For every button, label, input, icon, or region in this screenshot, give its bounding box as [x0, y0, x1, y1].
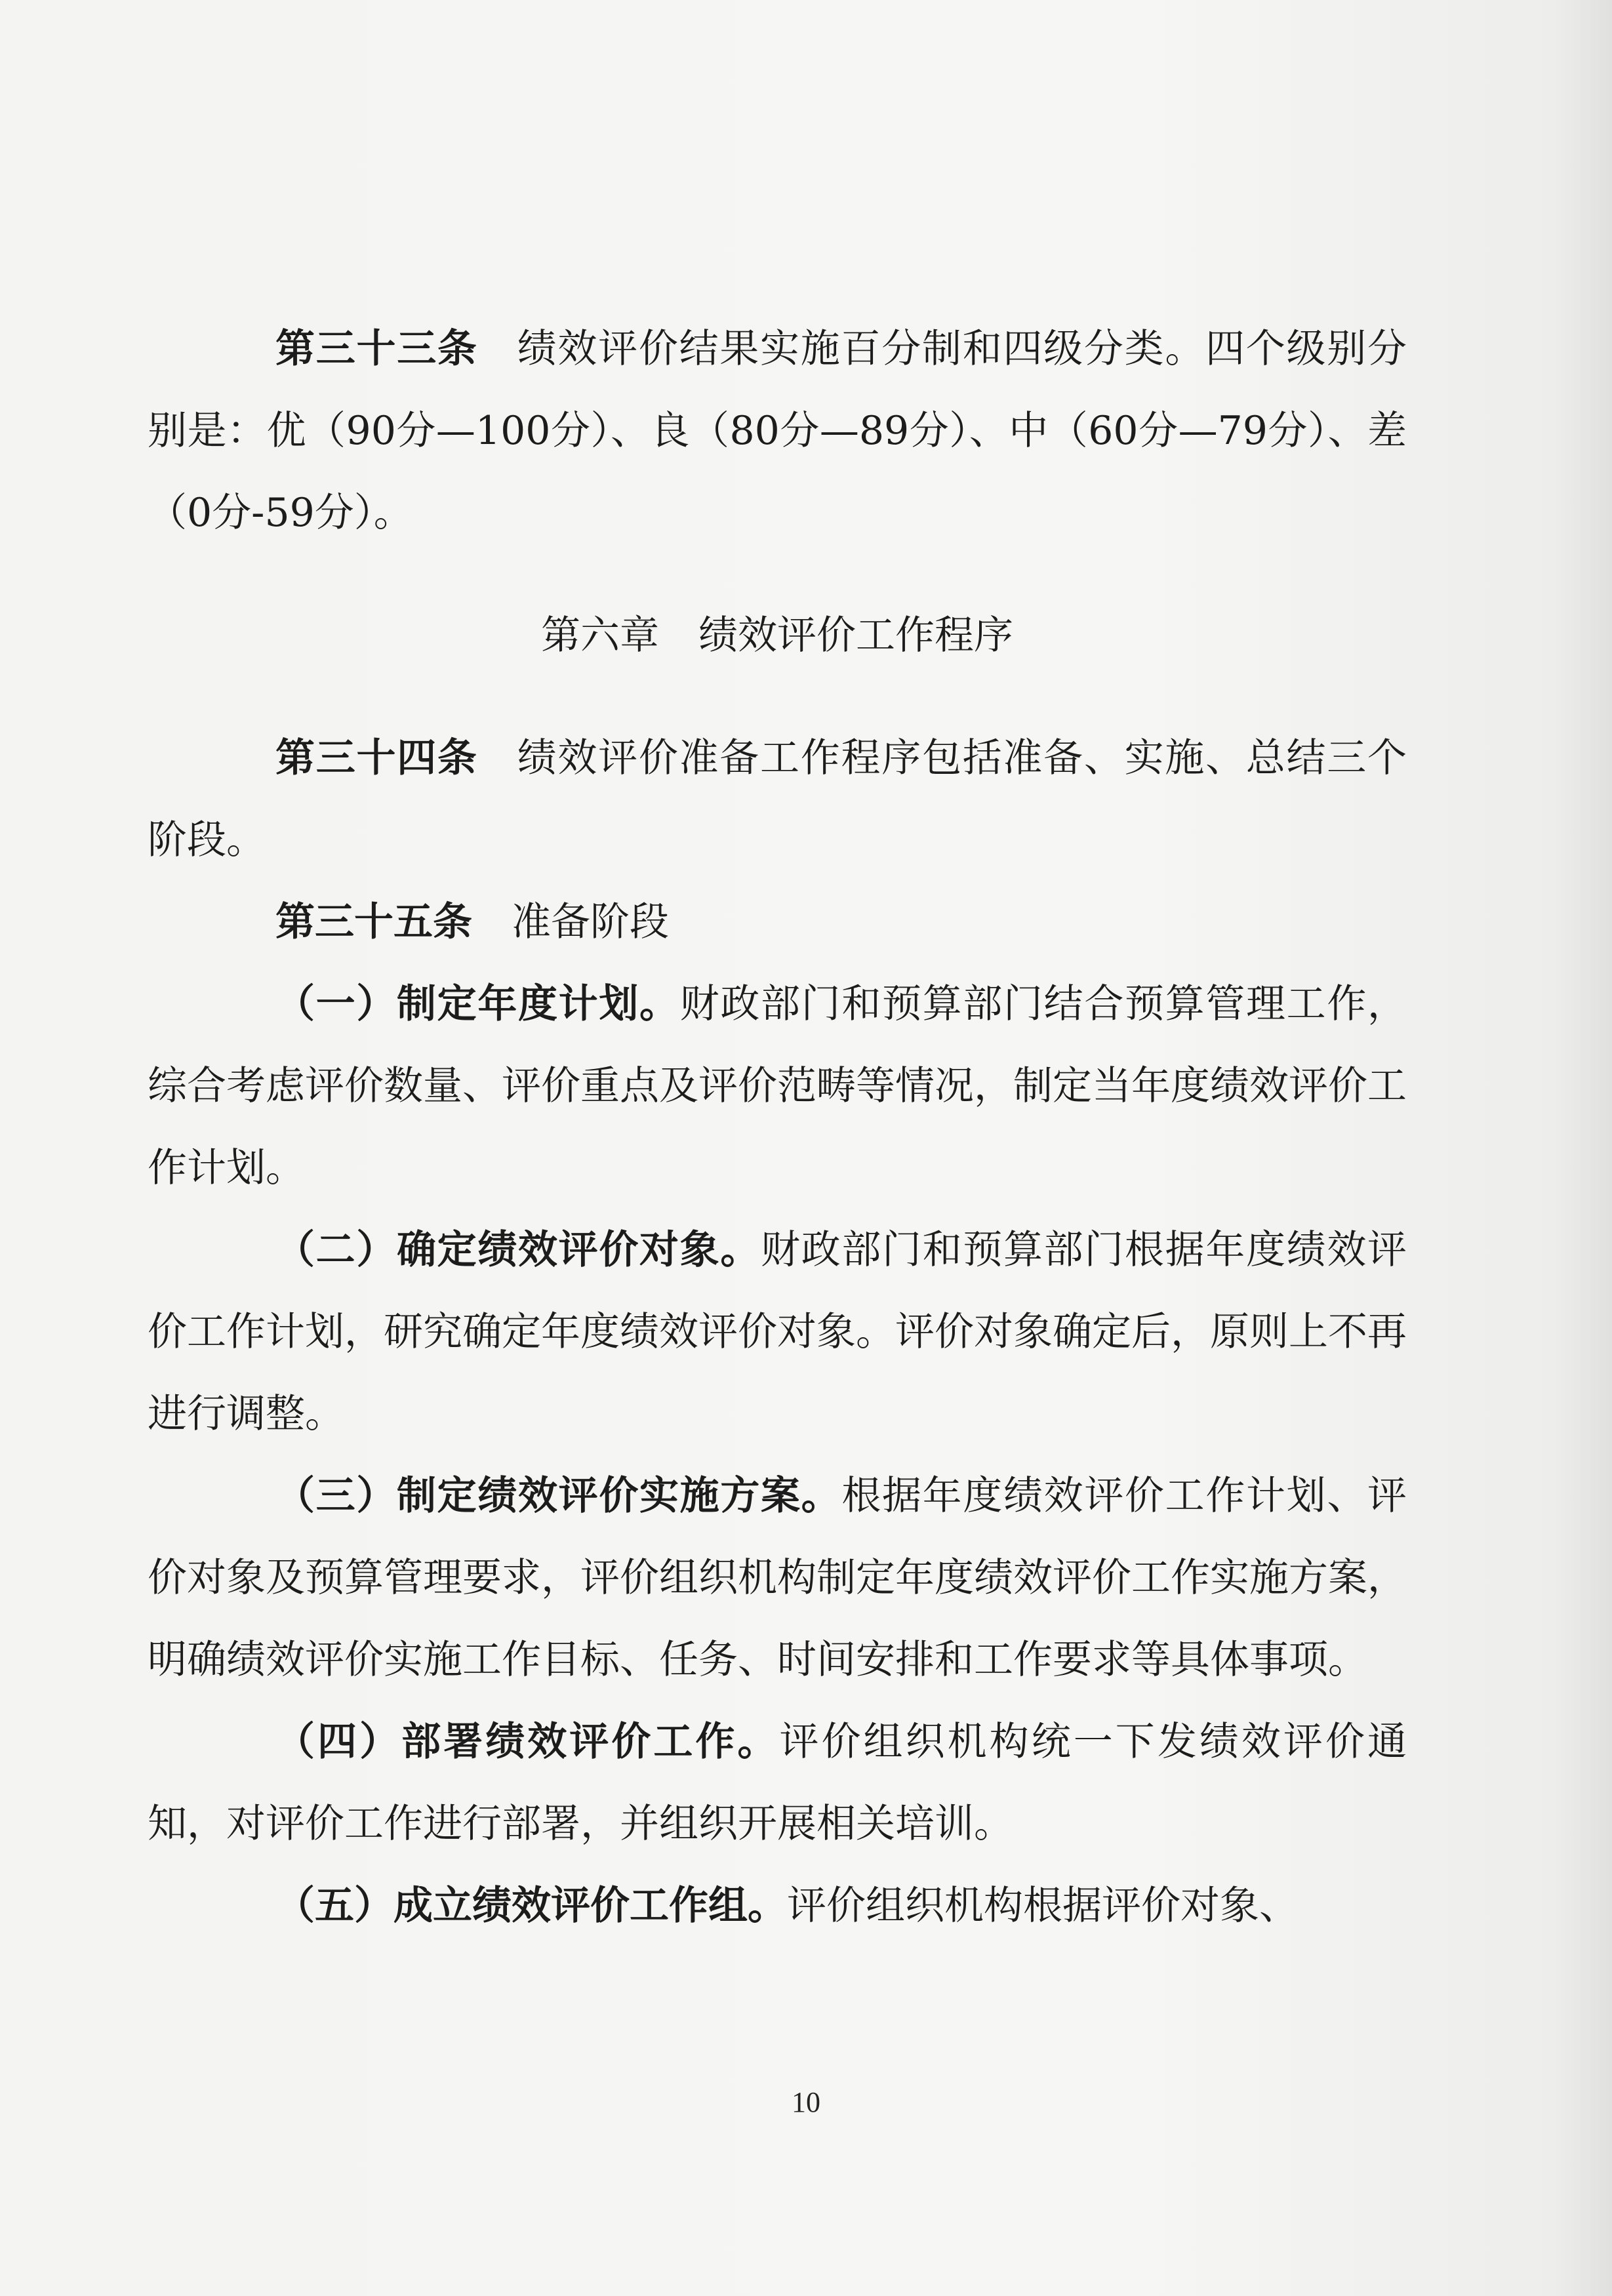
article-35-text: 准备阶段 [512, 899, 669, 945]
article-35-label: 第三十五条 [275, 899, 472, 945]
article-34-text: 绩效评价准备工作程序包括准备、实施、总结三个阶段。 [148, 735, 1407, 863]
article-33-text: 绩效评价结果实施百分制和四级分类。四个级别分别是：优（90分—100分）、良（80分—89分）、中（60分—79分）、差（0分-59分）。 [148, 326, 1407, 536]
item-2-head: （二）确定绩效评价对象。 [275, 1227, 761, 1273]
scan-shadow [1553, 0, 1612, 2296]
item-1-head: （一）制定年度计划。 [275, 981, 680, 1027]
item-3-text: 根据年度绩效评价工作计划、评价对象及预算管理要求，评价组织机构制定年度绩效评价工作实施方案，明确绩效评价实施工作目标、任务、时间安排和工作要求等具体事项。 [148, 1473, 1407, 1683]
item-3 [148, 1455, 1407, 1701]
document-body [148, 308, 1407, 1947]
item-4 [148, 1701, 1407, 1865]
item-3-head: （三）制定绩效评价实施方案。 [275, 1473, 842, 1519]
item-5-head: （五）成立绩效评价工作组。 [275, 1883, 787, 1929]
article-33 [148, 308, 1407, 554]
item-2 [148, 1209, 1407, 1455]
chapter-title: 第六章 绩效评价工作程序 [541, 613, 1013, 658]
page-number: 10 [792, 2086, 820, 2118]
item-2-text: 财政部门和预算部门根据年度绩效评价工作计划，研究确定年度绩效评价对象。评价对象确定后，原则上不再进行调整。 [148, 1227, 1407, 1437]
item-4-head: （四）部署绩效评价工作。 [275, 1719, 780, 1765]
item-1-text: 财政部门和预算部门结合预算管理工作，综合考虑评价数量、评价重点及评价范畴等情况，制定当年度绩效评价工作计划。 [148, 981, 1407, 1191]
item-1 [148, 963, 1407, 1209]
article-34-label: 第三十四条 [275, 735, 478, 781]
article-35 [148, 881, 1407, 963]
article-33-label: 第三十三条 [275, 326, 478, 372]
item-5-text: 评价组织机构根据评价对象、 [787, 1883, 1299, 1929]
item-5 [148, 1865, 1407, 1947]
item-4-text: 评价组织机构统一下发绩效评价通知，对评价工作进行部署，并组织开展相关培训。 [148, 1719, 1407, 1847]
article-34 [148, 717, 1407, 881]
